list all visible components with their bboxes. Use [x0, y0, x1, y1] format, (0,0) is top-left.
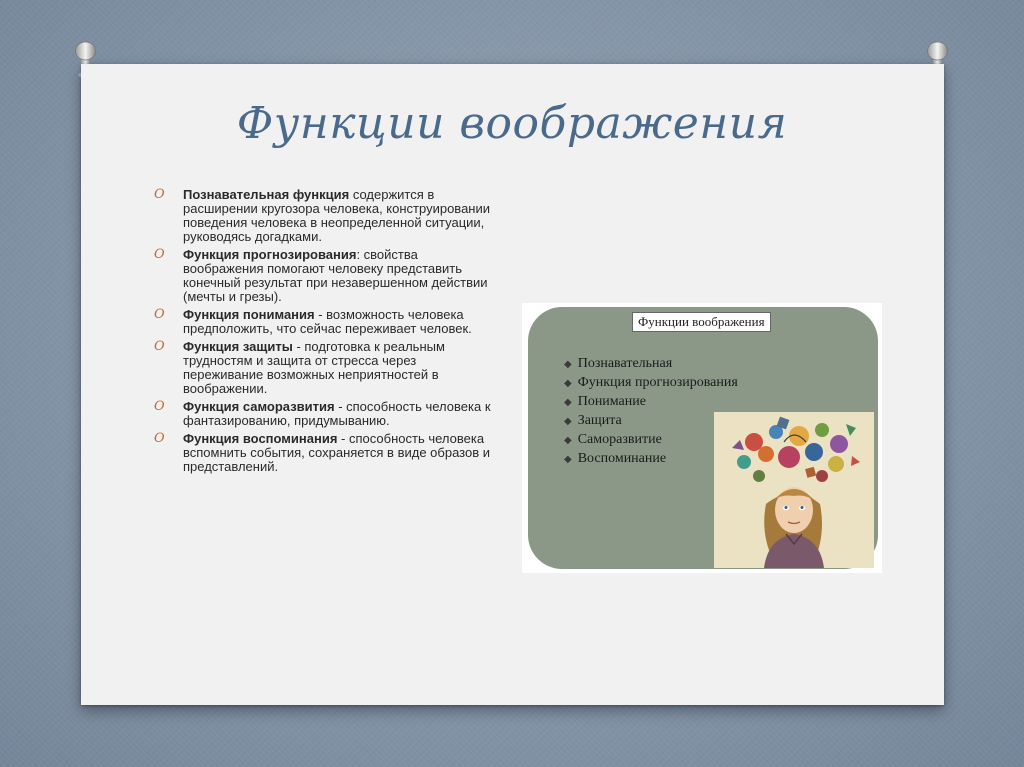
slide-title: Функции воображения — [236, 98, 788, 149]
diamond-bullet-icon: ◆ — [564, 397, 572, 408]
bullet-icon: O — [154, 307, 165, 322]
diamond-bullet-icon: ◆ — [564, 454, 572, 465]
embedded-figure — [522, 303, 882, 573]
diamond-bullet-icon: ◆ — [564, 416, 572, 427]
bullet-icon: O — [154, 339, 165, 354]
bullet-icon: O — [154, 431, 165, 446]
list-item: O Функция понимания - возможность человека предположить, что сейчас переживает человек. — [154, 307, 472, 336]
figure-list-item: ◆ Воспоминание — [564, 451, 667, 466]
diamond-bullet-icon: ◆ — [564, 378, 572, 389]
function-list — [150, 188, 495, 478]
figure-list-item: ◆ Функция прогнозирования — [564, 375, 738, 390]
figure-panel — [528, 307, 878, 569]
figure-list-item: ◆ Понимание — [564, 394, 646, 409]
bullet-icon: O — [154, 247, 165, 262]
list-item: O Функция саморазвития - способность человека к фантазированию, придумыванию. — [154, 399, 491, 428]
bullet-icon: O — [154, 187, 165, 202]
bullet-icon: O — [154, 399, 165, 414]
list-item: O Функция прогнозирования: свойства воображения помогают человеку представить конечный результат при незавершенном действии (мечты и грезы). — [154, 247, 488, 304]
list-item: O Функция воспоминания - способность человека вспомнить события, сохраняется в виде образов и представлений. — [154, 431, 490, 474]
diamond-bullet-icon: ◆ — [564, 359, 572, 370]
figure-list — [564, 354, 738, 468]
diamond-bullet-icon: ◆ — [564, 435, 572, 446]
figure-list-item: ◆ Познавательная — [564, 356, 673, 371]
list-item: O Познавательная функция содержится в расширении кругозора человека, конструировании поведения человека в неопределенной ситуации, руководясь догадками. — [154, 187, 490, 244]
figure-list-item: ◆ Саморазвитие — [564, 432, 662, 447]
figure-list-item: ◆ Защита — [564, 413, 622, 428]
figure-label: Функции воображения — [632, 312, 771, 332]
list-item: O Функция защиты - подготовка к реальным трудностям и защита от стресса через переживание возможных неприятностей в воображении. — [154, 339, 445, 396]
imagination-illustration — [714, 412, 874, 568]
